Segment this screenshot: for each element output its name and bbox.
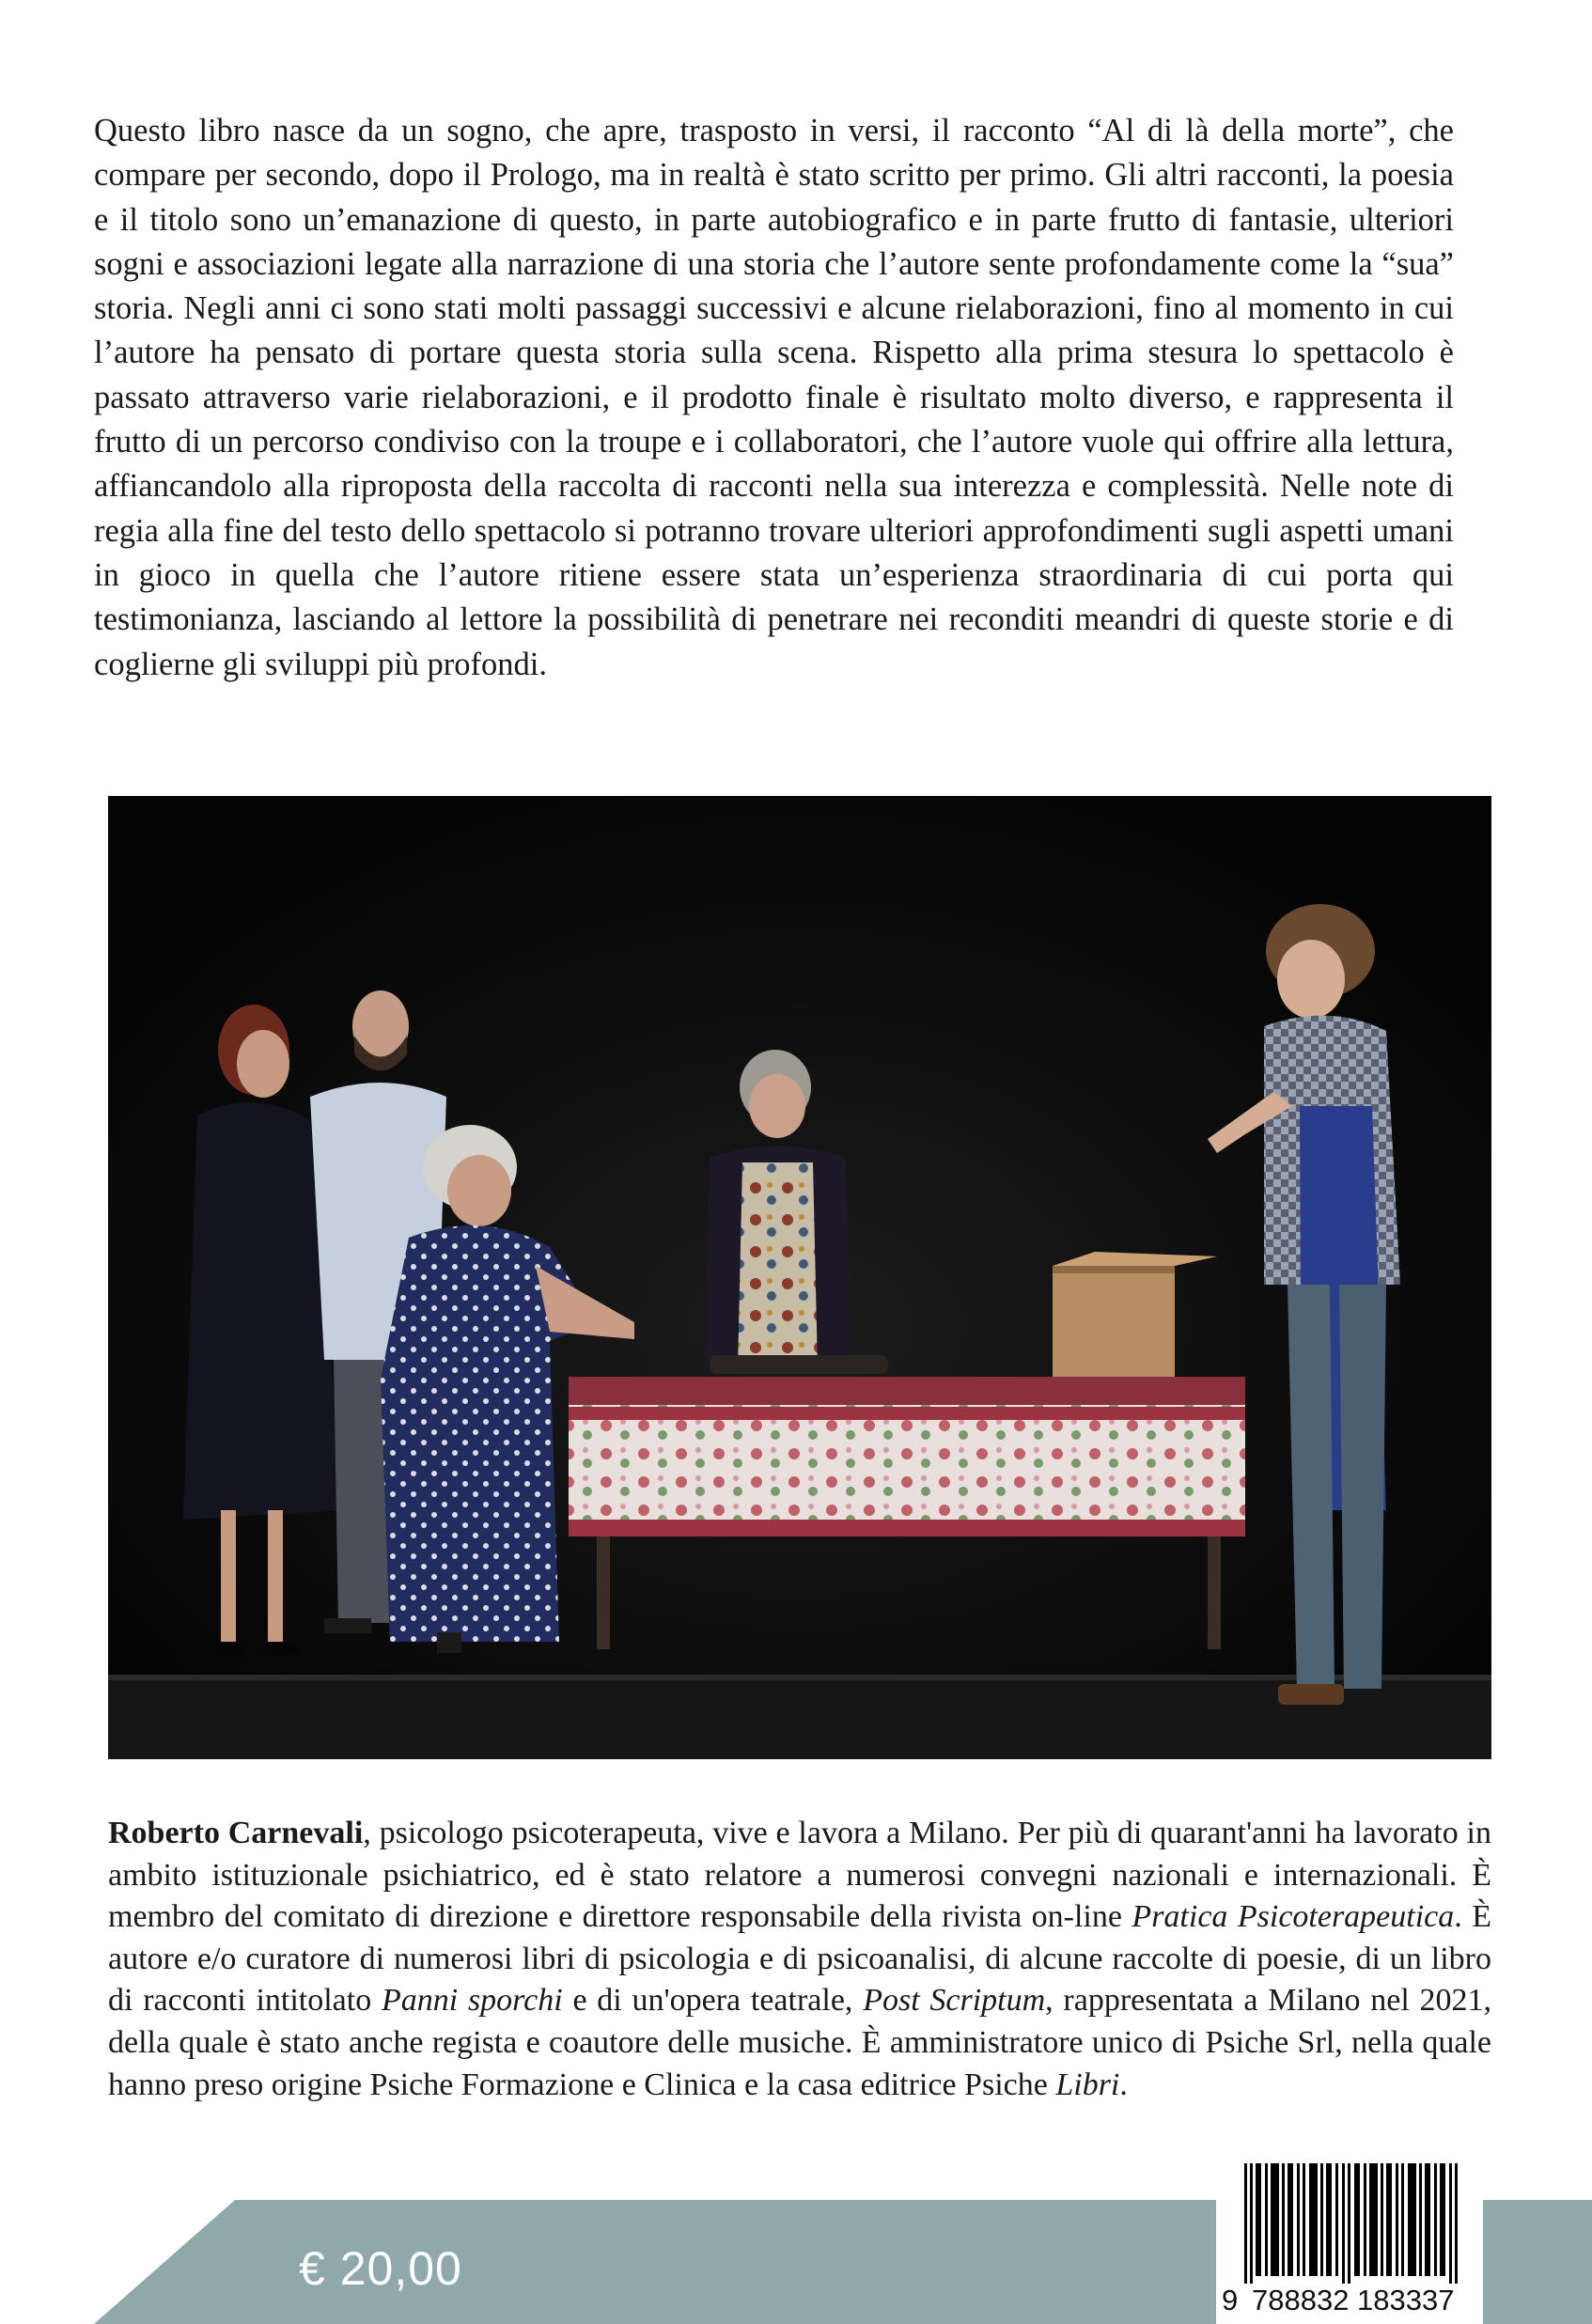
play-title: Post Scriptum <box>863 1983 1046 2019</box>
publisher-italic: Libri <box>1055 2067 1120 2102</box>
book-title: Panni sporchi <box>381 1983 563 2019</box>
author-name: Roberto Carnevali <box>108 1816 364 1850</box>
price-label: € 20,00 <box>299 2242 462 2295</box>
author-bio: Roberto Carnevali, psicologo psicoterapeuta, vive e lavora a Milano. Per più di quarant'anni ha lavorato in ambito istituzionale psichiatrico, ed è stato relatore a numerosi convegni nazionali e internazionali. È membro del comitato di direzione e direttore responsabile della rivista on-line Pratica Psicoterapeutica. È autore e/o curatore di numerosi libri di psicologia e di psicoanalisi, di alcune raccolte di poesie, di un libro di racconti intitolato Panni sporchi e di un'opera teatrale, Post Scriptum, rappresentata a Milano nel 2021, della quale è stato anche regista e coautore delle musiche. È amministratore unico di Psiche Srl, nella quale hanno preso origine Psiche Formazione e Clinica e la casa editrice Psiche Libri. <box>108 1816 1492 2102</box>
stage-photo <box>108 796 1491 1759</box>
isbn-group-2: 183337 <box>1357 2284 1455 2316</box>
isbn-digits <box>1216 2284 1483 2321</box>
isbn-first-digit: 9 <box>1222 2284 1239 2316</box>
isbn-barcode <box>1216 2161 1483 2324</box>
journal-title: Pratica Psicoterapeutica <box>1132 1899 1455 1935</box>
intro-paragraph: Questo libro nasce da un sogno, che apre, trasposto in versi, il racconto “Al di là della morte”, che compare per secondo, dopo il Prologo, ma in realtà è stato scritto per primo. Gli altri racconti, la poesia e il titolo sono un’emanazione di questo, in parte autobiografico e in parte frutto di fantasie, ulteriori sogni e associazioni legate alla narrazione di una storia che l’autore sente profondamente come la “sua” storia. Negli anni ci sono stati molti passaggi successivi e alcune rielaborazioni, fino al momento in cui l’autore ha pensato di portare questa storia sulla scena. Rispetto alla prima stesura lo spettacolo è passato attraverso varie rielaborazioni, e il prodotto finale è risultato molto diverso, e rappresenta il frutto di un percorso condiviso con la troupe e i collaboratori, che l’autore vuole qui offrire alla lettura, affiancandolo alla riproposta della raccolta di racconti nella sua interezza e complessità. Nelle note di regia alla fine del testo dello spettacolo si potranno trovare ulteriori approfondimenti sugli aspetti umani in gioco in quella che l’autore ritiene essere stata un’esperienza straordinaria di cui porta qui testimonianza, lasciando al lettore la possibilità di penetrare nei reconditi meandri di queste storie e di coglierne gli sviluppi più profondi. <box>94 113 1454 682</box>
isbn-group-1: 788832 <box>1252 2284 1350 2316</box>
stage-scene-illustration <box>108 796 1491 1759</box>
barcode-bars <box>1216 2161 1483 2284</box>
